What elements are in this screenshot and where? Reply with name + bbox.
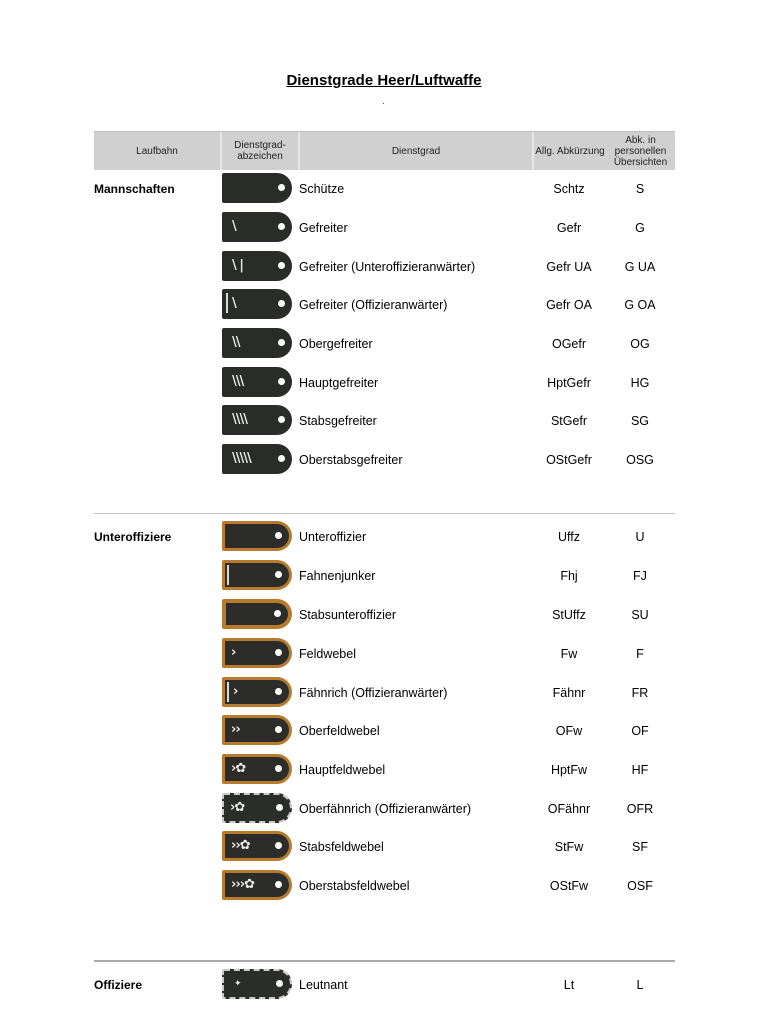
rank-insignia: \ <box>222 289 292 319</box>
rank-insignia: \\\\ <box>222 405 292 435</box>
rank-abbreviation: StGefr <box>550 414 588 428</box>
rank-personnel-abbreviation: HF <box>631 763 649 777</box>
table-row <box>0 326 768 362</box>
rank-insignia <box>222 521 292 551</box>
header-laufbahn: Laufbahn <box>136 145 178 157</box>
rank-abbreviation: Schtz <box>553 182 585 196</box>
rank-personnel-abbreviation: S <box>635 182 645 196</box>
rank-insignia: › <box>222 638 292 668</box>
rank-insignia: ›✿ <box>222 793 292 823</box>
rank-personnel-abbreviation: SF <box>632 840 648 854</box>
rank-name: Stabsgefreiter <box>299 414 377 428</box>
table-row <box>0 636 768 672</box>
rank-name: Leutnant <box>299 978 348 992</box>
section-divider <box>94 960 675 962</box>
rank-insignia: ›› <box>222 715 292 745</box>
rank-personnel-abbreviation: OF <box>631 724 649 738</box>
header-personell: Abk. in personellen Übersichten <box>613 134 668 168</box>
table-row <box>0 713 768 749</box>
table-row <box>0 210 768 246</box>
table-row <box>0 403 768 439</box>
stray-dot <box>383 103 384 104</box>
rank-name: Oberfeldwebel <box>299 724 380 738</box>
rank-name: Hauptfeldwebel <box>299 763 386 777</box>
rank-name: Hauptgefreiter <box>299 376 379 390</box>
header-abzeichen: Dienstgrad- abzeichen <box>234 140 286 162</box>
table-header <box>94 131 675 170</box>
table-row <box>0 597 768 633</box>
rank-abbreviation: OGefr <box>551 337 587 351</box>
rank-insignia: ✦ <box>222 969 292 999</box>
rank-abbreviation: StUffz <box>552 608 586 622</box>
category-unteroffiziere: Unteroffiziere <box>94 530 172 544</box>
header-dienstgrad: Dienstgrad <box>391 145 441 157</box>
rank-name: Gefreiter (Unteroffizieranwärter) <box>299 260 476 274</box>
table-row <box>0 829 768 865</box>
rank-name: Fahnenjunker <box>299 569 376 583</box>
rank-abbreviation: OFähnr <box>547 802 591 816</box>
rank-name: Stabsunteroffizier <box>299 608 397 622</box>
rank-personnel-abbreviation: HG <box>630 376 650 390</box>
rank-insignia: › <box>222 677 292 707</box>
page-title: Dienstgrade Heer/Luftwaffe <box>286 72 482 89</box>
rank-name: Oberfähnrich (Offizieranwärter) <box>299 802 472 816</box>
rank-abbreviation: OFw <box>555 724 583 738</box>
rank-insignia: ›››✿ <box>222 870 292 900</box>
rank-abbreviation: OStFw <box>549 879 589 893</box>
table-row <box>0 752 768 788</box>
table-row <box>0 519 768 555</box>
rank-abbreviation: Fhj <box>560 569 578 583</box>
rank-name: Oberstabsfeldwebel <box>299 879 410 893</box>
rank-abbreviation: OStGefr <box>546 453 592 467</box>
rank-abbreviation: Lt <box>563 978 575 992</box>
rank-abbreviation: Fähnr <box>552 686 586 700</box>
rank-name: Unteroffizier <box>299 530 367 544</box>
category-offiziere: Offiziere <box>94 978 143 992</box>
rank-personnel-abbreviation: G <box>635 221 645 235</box>
rank-name: Fähnrich (Offizieranwärter) <box>299 686 448 700</box>
rank-insignia <box>222 599 292 629</box>
rank-insignia <box>222 173 292 203</box>
rank-abbreviation: Gefr <box>556 221 582 235</box>
rank-insignia: \ <box>222 212 292 242</box>
rank-name: Feldwebel <box>299 647 356 661</box>
table-row <box>0 249 768 285</box>
table-row <box>0 967 768 1003</box>
rank-abbreviation: HptGefr <box>547 376 591 390</box>
rank-personnel-abbreviation: OSF <box>627 879 653 893</box>
rank-abbreviation: Gefr OA <box>546 298 592 312</box>
rank-personnel-abbreviation: FR <box>631 686 649 700</box>
rank-personnel-abbreviation: F <box>636 647 644 661</box>
rank-name: Gefreiter (Offizieranwärter) <box>299 298 448 312</box>
rank-personnel-abbreviation: SU <box>631 608 649 622</box>
rank-personnel-abbreviation: OFR <box>626 802 654 816</box>
rank-abbreviation: Uffz <box>558 530 580 544</box>
rank-name: Oberstabsgefreiter <box>299 453 403 467</box>
rank-insignia: \ | <box>222 251 292 281</box>
rank-personnel-abbreviation: OG <box>630 337 650 351</box>
table-row <box>0 171 768 207</box>
rank-personnel-abbreviation: SG <box>630 414 650 428</box>
rank-personnel-abbreviation: G UA <box>624 260 656 274</box>
rank-abbreviation: StFw <box>554 840 584 854</box>
table-row <box>0 868 768 904</box>
rank-insignia: \\\\\ <box>222 444 292 474</box>
table-row <box>0 675 768 711</box>
rank-name: Schütze <box>299 182 345 196</box>
rank-abbreviation: Gefr UA <box>546 260 592 274</box>
table-row <box>0 442 768 478</box>
rank-insignia: \\\ <box>222 367 292 397</box>
rank-insignia: \\ <box>222 328 292 358</box>
table-row <box>0 791 768 827</box>
rank-personnel-abbreviation: L <box>636 978 644 992</box>
rank-insignia: ›✿ <box>222 754 292 784</box>
header-abkuerzung: Allg. Abkürzung <box>535 145 605 157</box>
section-divider <box>94 513 675 514</box>
category-mannschaften: Mannschaften <box>94 182 175 196</box>
rank-personnel-abbreviation: G OA <box>624 298 656 312</box>
rank-name: Gefreiter <box>299 221 348 235</box>
rank-personnel-abbreviation: FJ <box>633 569 647 583</box>
rank-abbreviation: Fw <box>560 647 578 661</box>
table-row <box>0 558 768 594</box>
table-row <box>0 287 768 323</box>
rank-insignia: ››✿ <box>222 831 292 861</box>
table-row <box>0 365 768 401</box>
rank-personnel-abbreviation: OSG <box>626 453 654 467</box>
rank-name: Stabsfeldwebel <box>299 840 384 854</box>
rank-insignia <box>222 560 292 590</box>
rank-abbreviation: HptFw <box>550 763 588 777</box>
rank-name: Obergefreiter <box>299 337 373 351</box>
rank-personnel-abbreviation: U <box>635 530 645 544</box>
